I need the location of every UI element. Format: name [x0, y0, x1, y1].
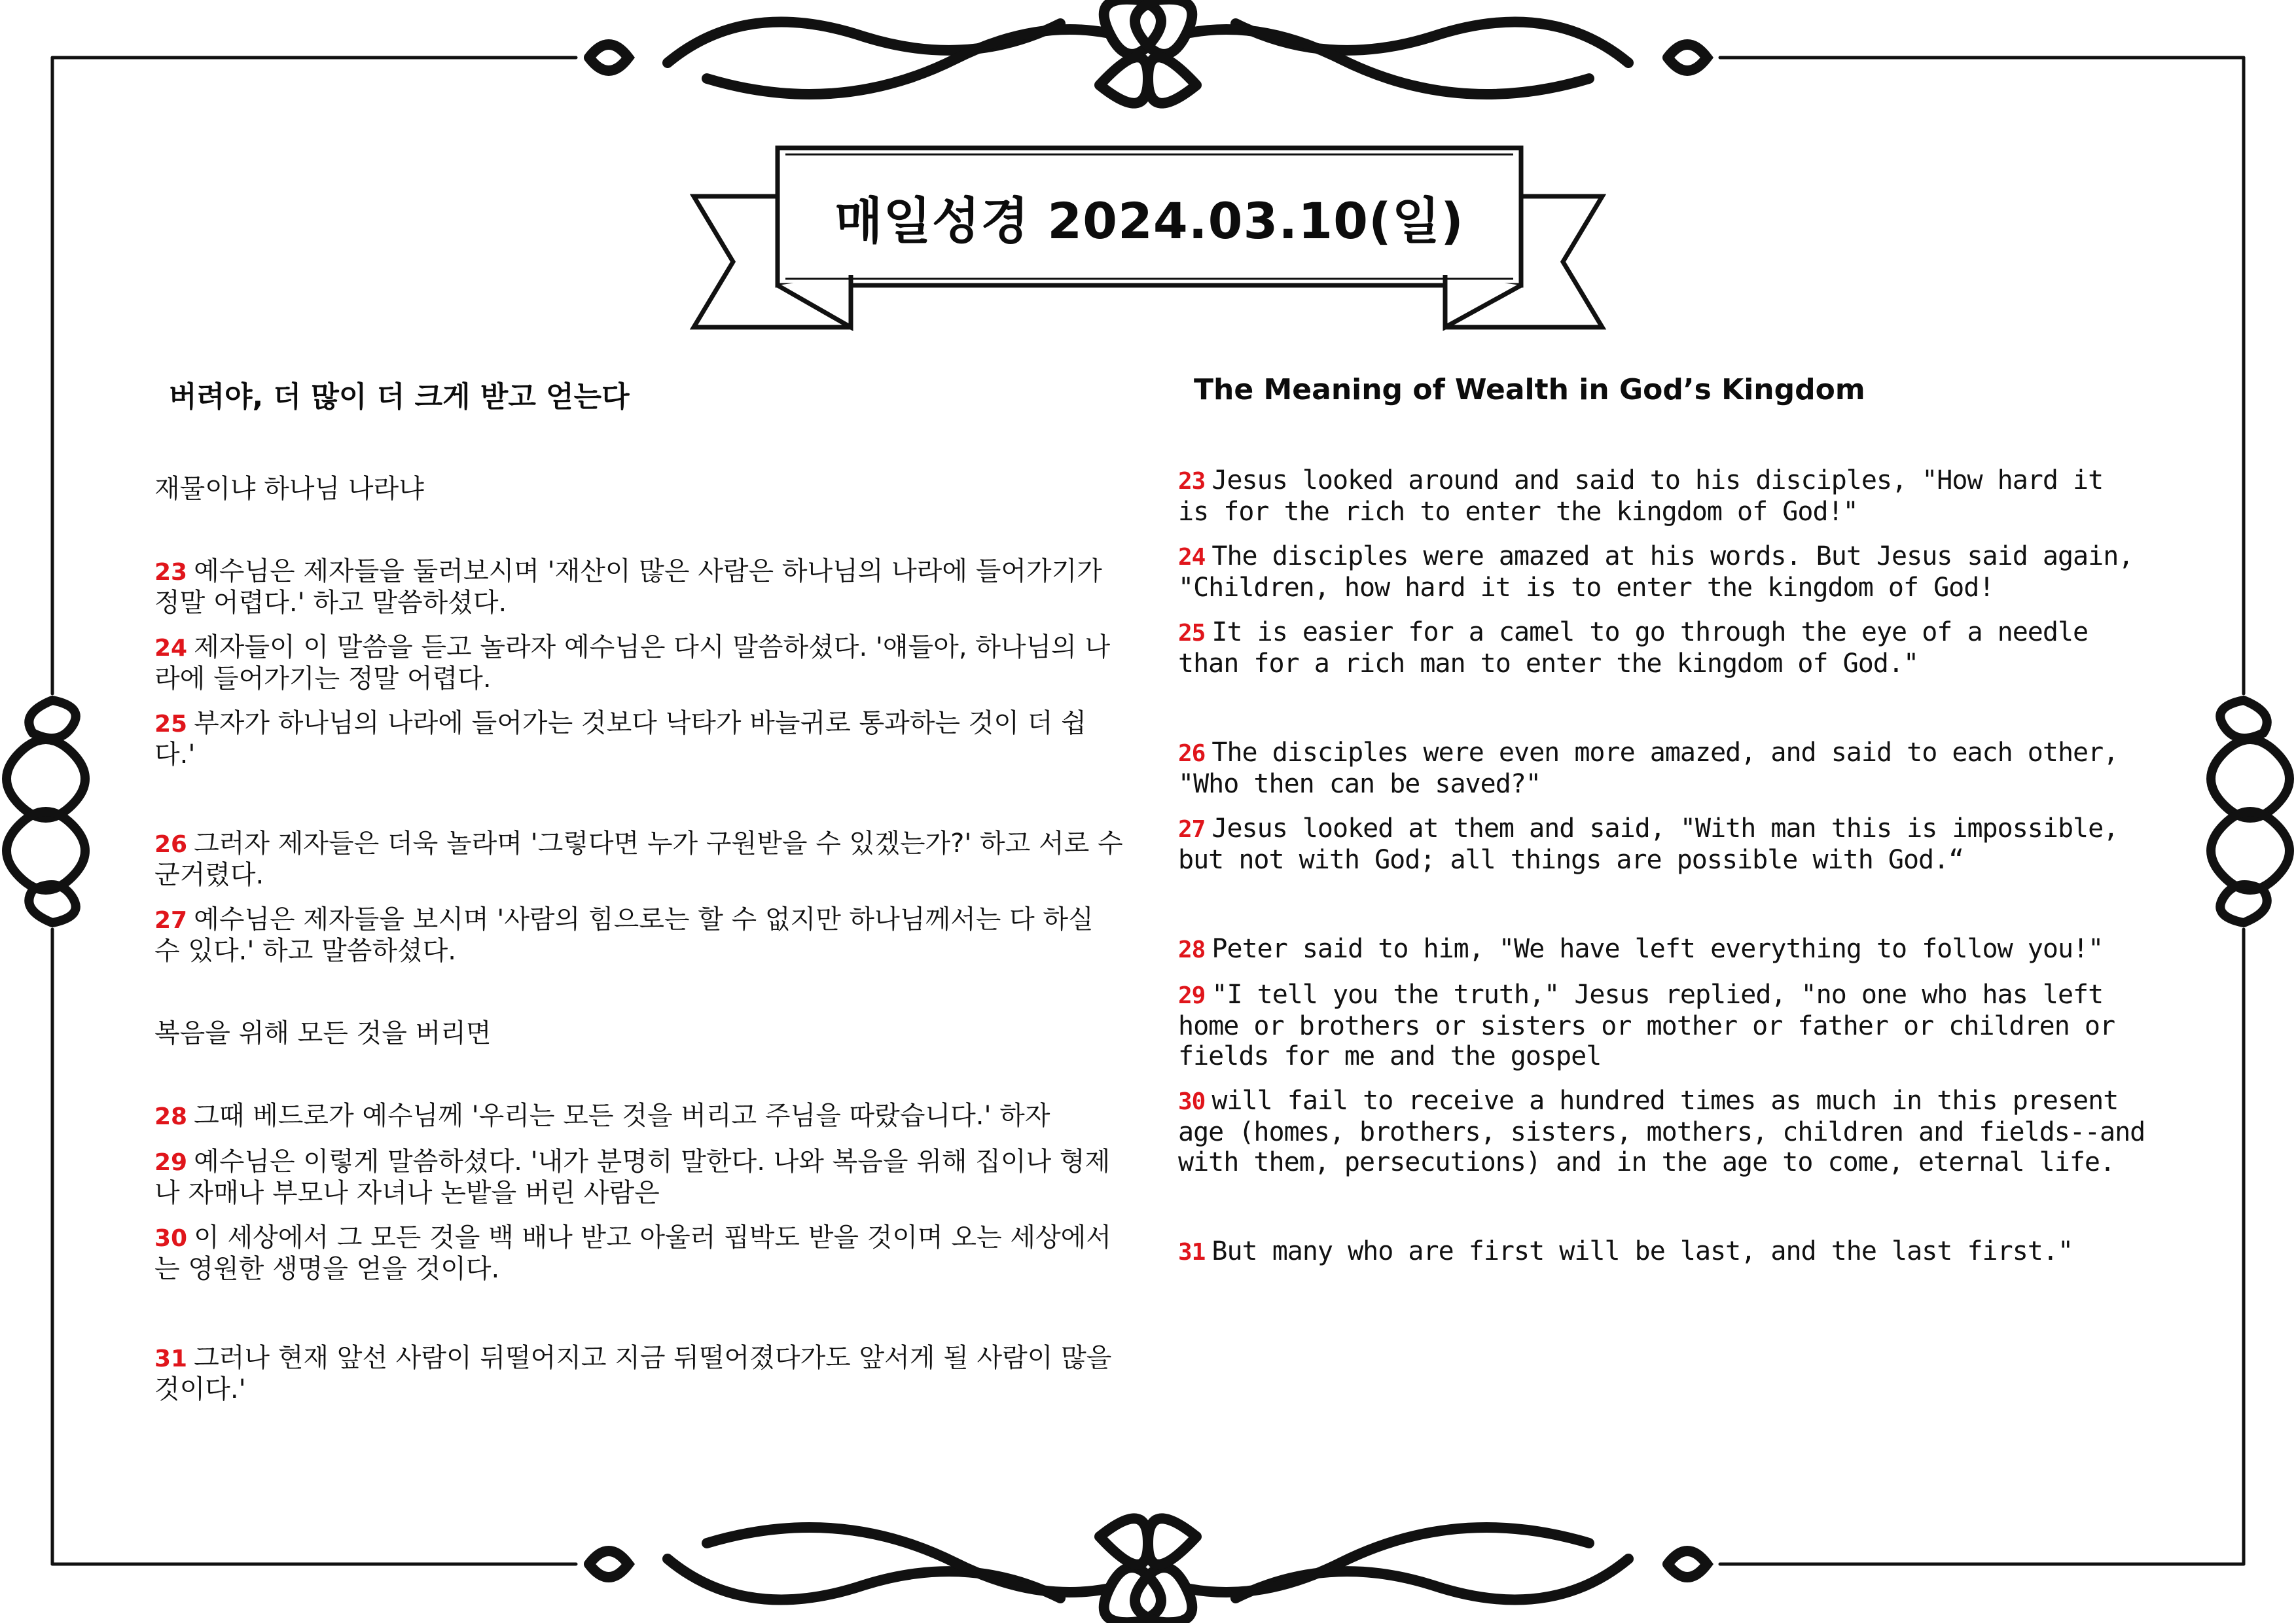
verse-number: 29 — [154, 1149, 188, 1176]
verse-text: Jesus looked around and said to his disciples, "How hard it is for the rich to enter the kingdom of God!" — [1178, 465, 2104, 527]
verse-number: 30 — [1178, 1088, 1206, 1115]
verse-number: 23 — [154, 559, 188, 586]
verse-text: The disciples were even more amazed, and said to each other, "Who then can be saved?" — [1178, 738, 2119, 799]
korean-heading: 버려야, 더 많이 더 크게 받고 얻는다 — [169, 380, 630, 414]
verse-text: 제자들이 이 말씀을 듣고 놀라자 예수님은 다시 말씀하셨다. '얘들아, 하나님의 나라에 들어가기는 정말 어렵다. — [154, 632, 1111, 694]
verse-text: 예수님은 제자들을 둘러보시며 '재산이 많은 사람은 하나님의 나라에 들어가기가 정말 어렵다.' 하고 말씀하셨다. — [154, 556, 1102, 618]
verse-number: 27 — [1178, 816, 1206, 843]
verse-number: 31 — [154, 1346, 188, 1372]
verse-ko-27 — [154, 904, 1123, 966]
flourish-top-icon — [589, 0, 1707, 103]
verse-ko-28 — [154, 1101, 1123, 1132]
verse-text: 그러나 현재 앞선 사람이 뒤떨어지고 지금 뒤떨어졌다가도 앞서게 될 사람이 많을 것이다.' — [154, 1343, 1112, 1404]
verse-en-28 — [1178, 934, 2147, 965]
verse-text: It is easier for a camel to go through the eye of a needle than for a rich man to enter the kingdom of God." — [1178, 617, 2089, 679]
verse-number: 28 — [1178, 936, 1206, 963]
verse-en-25 — [1178, 617, 2147, 679]
flourish-right-icon — [2211, 700, 2289, 923]
verse-ko-25 — [154, 708, 1123, 770]
verse-ko-30 — [154, 1222, 1123, 1284]
verse-ko-23 — [154, 556, 1123, 618]
verse-en-27 — [1178, 813, 2147, 875]
verse-number: 25 — [154, 711, 188, 738]
verse-text: The disciples were amazed at his words. But Jesus said again, "Children, how hard it is to enter the kingdom of God! — [1178, 541, 2134, 603]
english-column — [1178, 373, 2147, 1268]
verse-number: 31 — [1178, 1239, 1206, 1266]
korean-column — [154, 373, 1123, 1404]
verse-en-24 — [1178, 541, 2147, 603]
verse-number: 26 — [154, 831, 188, 858]
verse-text: 그때 베드로가 예수님께 '우리는 모든 것을 버리고 주님을 따랐습니다.' 하자 — [194, 1101, 1050, 1131]
flourish-left-icon — [7, 700, 85, 923]
section-title-2: 복음을 위해 모든 것을 버리면 — [154, 1018, 492, 1048]
verse-ko-24 — [154, 632, 1123, 694]
verse-ko-26 — [154, 829, 1123, 890]
page-title: 매일성경 2024.03.10(일) — [834, 191, 1464, 250]
verse-text: But many who are first will be last, and the last first." — [1211, 1236, 2073, 1266]
verse-text: 그러자 제자들은 더욱 놀라며 '그렇다면 누가 구원받을 수 있겠는가?' 하고 서로 수군거렸다. — [154, 829, 1123, 890]
flourish-bottom-icon — [589, 1518, 1707, 1622]
verse-en-30 — [1178, 1086, 2147, 1177]
verse-number: 28 — [154, 1103, 188, 1130]
verse-text: 예수님은 제자들을 보시며 '사람의 힘으로는 할 수 없지만 하나님께서는 다 하실 수 있다.' 하고 말씀하셨다. — [154, 904, 1094, 966]
verse-text: Peter said to him, "We have left everything to follow you!" — [1211, 934, 2104, 964]
section-title-1: 재물이냐 하나님 나라냐 — [154, 474, 424, 504]
verse-ko-31 — [154, 1343, 1123, 1404]
verse-text: 예수님은 이렇게 말씀하셨다. '내가 분명히 말한다. 나와 복음을 위해 집이나 형제나 자매나 부모나 자녀나 논밭을 버린 사람은 — [154, 1147, 1111, 1208]
verse-text: will fail to receive a hundred times as much in this present age (homes, brothers, sisters, mothers, children and fields--and with them, persecutions) and in the age to come, eternal life. — [1178, 1086, 2145, 1177]
verse-text: Jesus looked at them and said, "With man this is impossible, but not with God; all things are possible with God.“ — [1178, 813, 2119, 875]
verse-en-31 — [1178, 1236, 2147, 1268]
verse-en-29 — [1178, 980, 2147, 1071]
verse-number: 24 — [1178, 544, 1206, 571]
verse-number: 24 — [154, 635, 188, 662]
verse-number: 25 — [1178, 620, 1206, 647]
verse-en-23 — [1178, 465, 2147, 527]
verse-number: 23 — [1178, 468, 1206, 495]
verse-text: 이 세상에서 그 모든 것을 백 배나 받고 아울러 핍박도 받을 것이며 오는 세상에서는 영원한 생명을 얻을 것이다. — [154, 1222, 1111, 1284]
english-heading: The Meaning of Wealth in God’s Kingdom — [1194, 373, 1865, 406]
verse-number: 29 — [1178, 982, 1206, 1009]
verse-text: "I tell you the truth," Jesus replied, "no one who has left home or brothers or sisters or mother or father or children or fields for me and the gospel — [1178, 980, 2115, 1071]
verse-number: 30 — [154, 1225, 188, 1252]
verse-en-26 — [1178, 738, 2147, 799]
verse-number: 26 — [1178, 740, 1206, 767]
verse-number: 27 — [154, 907, 188, 934]
verse-ko-29 — [154, 1147, 1123, 1208]
verse-text: 부자가 하나님의 나라에 들어가는 것보다 낙타가 바늘귀로 통과하는 것이 더 쉽다.' — [154, 708, 1086, 770]
